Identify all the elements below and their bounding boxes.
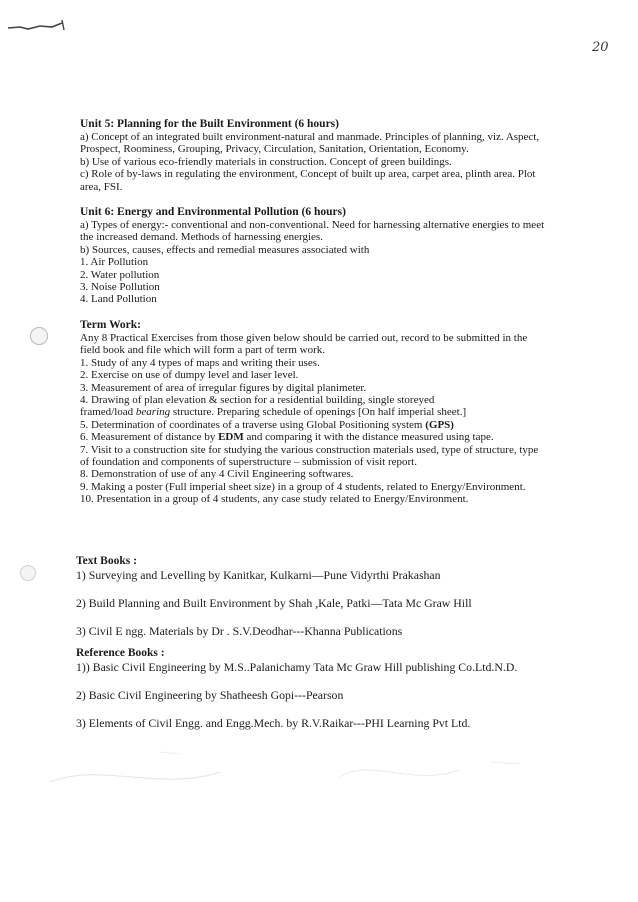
term-work-text: and comparing it with the distance measured using tape. [243, 431, 494, 444]
term-work-item [80, 419, 600, 431]
scan-smudge-icon [40, 742, 600, 802]
pen-mark-icon [6, 18, 68, 32]
text-books-heading: Text Books : [76, 555, 137, 567]
term-work-item [80, 406, 600, 418]
text-book-item: 3) Civil E ngg. Materials by Dr . S.V.Deodhar---Khanna Publications [76, 624, 403, 638]
term-work-item: 10. Presentation in a group of 4 students, any case study related to Energy/Environment. [80, 493, 469, 506]
unit-5-line: area, FSI. [80, 180, 123, 193]
term-work-heading: Term Work: [80, 318, 142, 331]
unit-6-heading: Unit 6: Energy and Environmental Pollution (6 hours) [80, 206, 346, 219]
term-work-item: 1. Study of any 4 types of maps and writing their uses. [80, 356, 320, 369]
unit-5-line: Prospect, Roominess, Grouping, Privacy, Circulation, Sanitation, Orientation, Economy. [80, 143, 469, 156]
unit-6-line: the increased demand. Methods of harnessing energies. [80, 231, 323, 244]
unit-6-line: a) Types of energy:- conventional and non-conventional. Need for harnessing alternative energies to meet [80, 219, 545, 232]
term-work-text: 5. Determination of coordinates of a traverse using Global Positioning system [80, 418, 426, 431]
term-work-item: 7. Visit to a construction site for studying the various construction materials used, type of structure, type [80, 443, 539, 456]
syllabus-content [80, 118, 600, 519]
unit-5-line: a) Concept of an integrated built environment-natural and manmade. Principles of planning, viz. Aspect, [80, 131, 540, 143]
unit-6-line: b) Sources, causes, effects and remedial measures associated with [80, 243, 370, 256]
unit-5-section [80, 118, 600, 193]
unit-6-line: 3. Noise Pollution [80, 281, 160, 294]
term-work-item: 8. Demonstration of use of any 4 Civil Engineering softwares. [80, 468, 354, 481]
unit-6-line: 4. Land Pollution [80, 293, 157, 306]
term-work-item [80, 431, 600, 443]
reference-books-heading: Reference Books : [76, 647, 165, 659]
term-work-item: 3. Measurement of area of irregular figures by digital planimeter. [80, 381, 367, 394]
term-work-text: framed/load [80, 406, 136, 419]
page-number: 20 [592, 40, 609, 55]
unit-5-line: b) Use of various eco-friendly materials in construction. Concept of green buildings. [80, 155, 452, 168]
unit-6-line: 2. Water pollution [80, 268, 160, 281]
term-work-bold-text: (GPS) [425, 418, 454, 431]
unit-5-heading: Unit 5: Planning for the Built Environment (6 hours) [80, 118, 339, 130]
reference-book-item: 1)) Basic Civil Engineering by M.S..Palanichamy Tata Mc Graw Hill publishing Co.Ltd.N.D. [76, 660, 518, 674]
reference-book-item: 3) Elements of Civil Engg. and Engg.Mech. by R.V.Raikar---PHI Learning Pvt Ltd. [76, 716, 471, 730]
unit-6-line: 1. Air Pollution [80, 256, 149, 269]
term-work-item: 4. Drawing of plan elevation & section for a residential building, single storeyed [80, 393, 435, 406]
term-work-item: 2. Exercise on use of dumpy level and laser level. [80, 369, 299, 382]
term-work-item: of foundation and components of superstructure – submission of visit report. [80, 455, 417, 468]
text-book-item: 2) Build Planning and Built Environment by Shah ,Kale, Patki—Tata Mc Graw Hill [76, 596, 472, 610]
term-work-italic-text: bearing [135, 406, 171, 419]
text-book-item: 1) Surveying and Levelling by Kanitkar, Kulkarni—Pune Vidyrthi Prakashan [76, 568, 441, 582]
punch-hole-icon [20, 565, 36, 581]
term-work-text: 6. Measurement of distance by [80, 431, 219, 444]
unit-5-line: c) Role of by-laws in regulating the environment, Concept of built up area, carpet area, plinth area. Plot [80, 168, 536, 181]
term-work-section [80, 319, 600, 506]
books-section [76, 554, 616, 730]
reference-book-item: 2) Basic Civil Engineering by Shatheesh Gopi---Pearson [76, 688, 344, 702]
unit-6-section [80, 206, 600, 306]
punch-hole-icon [30, 327, 48, 345]
term-work-bold-text: EDM [218, 431, 244, 444]
term-work-intro: field book and file which will form a part of term work. [80, 344, 325, 357]
term-work-text: structure. Preparing schedule of openings [On half imperial sheet.] [170, 406, 467, 419]
term-work-item: 9. Making a poster (Full imperial sheet size) in a group of 4 students, related to Energy/Environment. [80, 480, 526, 493]
term-work-intro: Any 8 Practical Exercises from those given below should be carried out, record to be submitted in the [80, 331, 528, 344]
